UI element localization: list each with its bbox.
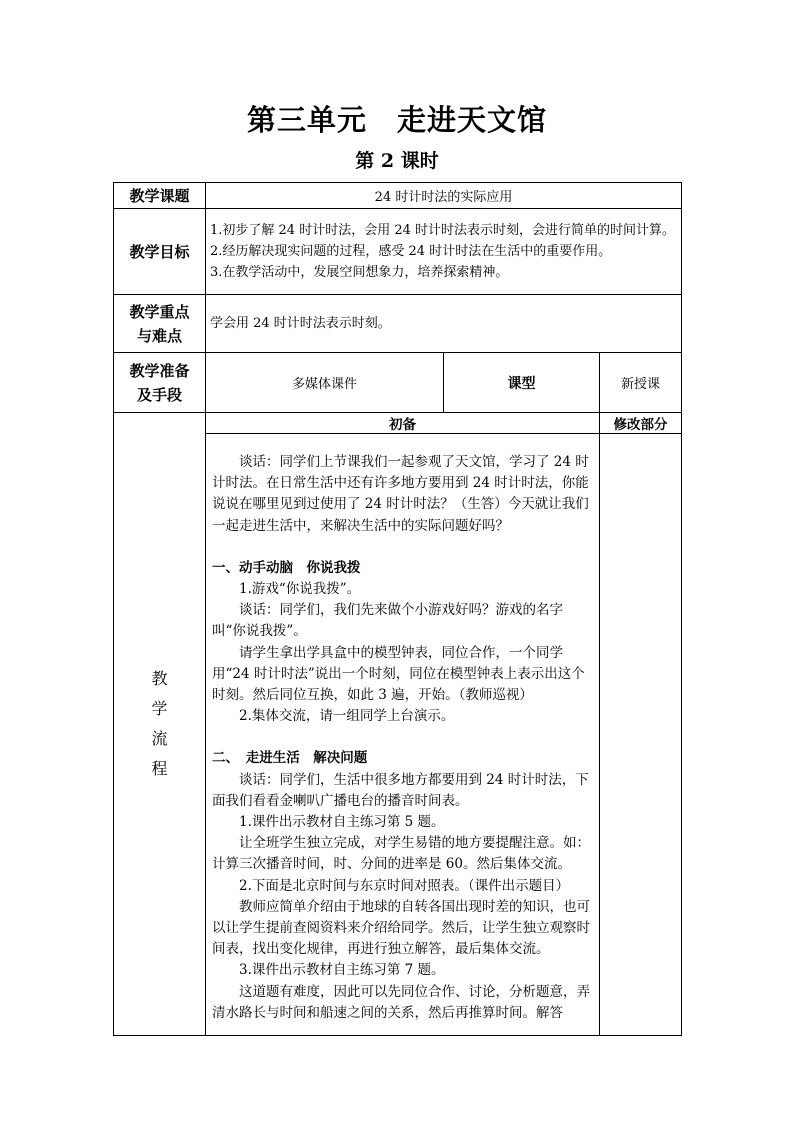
topic-value: 24 时计时法的实际应用	[206, 183, 682, 209]
paragraph: 谈话：同学们，生活中很多地方都要用到 24 时计时法，下面我们看看金喇叭广播电台的播音时间表。	[212, 771, 589, 809]
paragraph: 谈话：同学们，我们先来做个小游戏好吗？游戏的名字叫“你说我拨”。	[212, 602, 563, 640]
paragraph: 1.课件出示教材自主练习第 5 题。	[239, 814, 445, 831]
row-key-points	[114, 295, 682, 353]
goals-label: 教学目标	[114, 209, 206, 295]
row-goals	[114, 209, 682, 295]
flow-content	[206, 434, 600, 1036]
lesson-plan-table	[113, 182, 682, 1036]
paragraph: 这道题有难度，因此可以先同位合作、讨论，分析题意，弄清水路长与时间和船速之间的关系，然后再推算时间。解答	[212, 983, 590, 1021]
goal-item: 3.在教学活动中，发展空间想象力，培养探索精神。	[210, 265, 509, 280]
lesson-type-value: 新授课	[600, 353, 682, 413]
lesson-type-label: 课型	[444, 353, 600, 413]
preparation-label: 教学准备 及手段	[114, 353, 206, 413]
paragraph: 请学生拿出学具盒中的模型钟表，同位合作，一个同学用“24 时计时法”说出一个时刻，同位在模型钟表上表示出这个时刻。然后同位互换，如此 3 遍，开始。（教师巡视）	[212, 644, 585, 704]
preparation-value: 多媒体课件	[206, 353, 444, 413]
paragraph: 2.下面是北京时间与东京时间对照表。（课件出示题目）	[239, 877, 570, 894]
paragraph: 让全班学生独立完成，对学生易错的地方要提醒注意。如：计算三次播音时间，时、分间的进率是 60。然后集体交流。	[212, 835, 590, 873]
section-2-title: 二、 走进生活 解决问题	[212, 750, 368, 767]
intro-paragraph: 谈话：同学们上节课我们一起参观了天文馆，学习了 24 时计时法。在日常生活中还有许多地方要用到 24 时计时法，你能说说在哪里见到过使用了 24 时计时法？（生答）今天就让我们一起走进生活中，来解决生活中的实际问题好吗？	[212, 454, 589, 534]
flow-label: 教 学 流 程	[114, 413, 206, 1036]
paragraph: 3.课件出示教材自主练习第 7 题。	[239, 962, 445, 979]
lesson-subtitle: 第 2 课时	[355, 150, 439, 172]
revision-column-cell	[600, 434, 682, 1036]
page-title: 第三单元 走进天文馆	[246, 103, 547, 137]
row-flow-header	[114, 413, 682, 434]
key-points-label: 教学重点 与难点	[114, 295, 206, 353]
row-topic	[114, 183, 682, 209]
goals-cell	[206, 209, 682, 295]
paragraph: 2.集体交流，请一组同学上台演示。	[239, 708, 455, 725]
key-points-value: 学会用 24 时计时法表示时刻。	[206, 295, 682, 353]
paragraph: 教师应简单介绍由于地球的自转各国出现时差的知识，也可以让学生提前查阅资料来介绍给同学。然后，让学生独立观察时间表，找出变化规律，再进行独立解答，最后集体交流。	[212, 898, 590, 958]
section-1-title: 一、动手动脑 你说我拨	[212, 559, 361, 576]
goal-item: 1.初步了解 24 时计时法，会用 24 时计时法表示时刻，会进行简单的时间计算。	[210, 223, 676, 238]
draft-column-header: 初备	[206, 413, 600, 434]
topic-label: 教学课题	[114, 183, 206, 209]
paragraph: 1.游戏“你说我拨”。	[239, 581, 361, 598]
row-preparation	[114, 353, 682, 413]
goal-item: 2.经历解决现实问题的过程，感受 24 时计时法在生活中的重要作用。	[210, 244, 612, 259]
revision-column-header: 修改部分	[600, 413, 682, 434]
